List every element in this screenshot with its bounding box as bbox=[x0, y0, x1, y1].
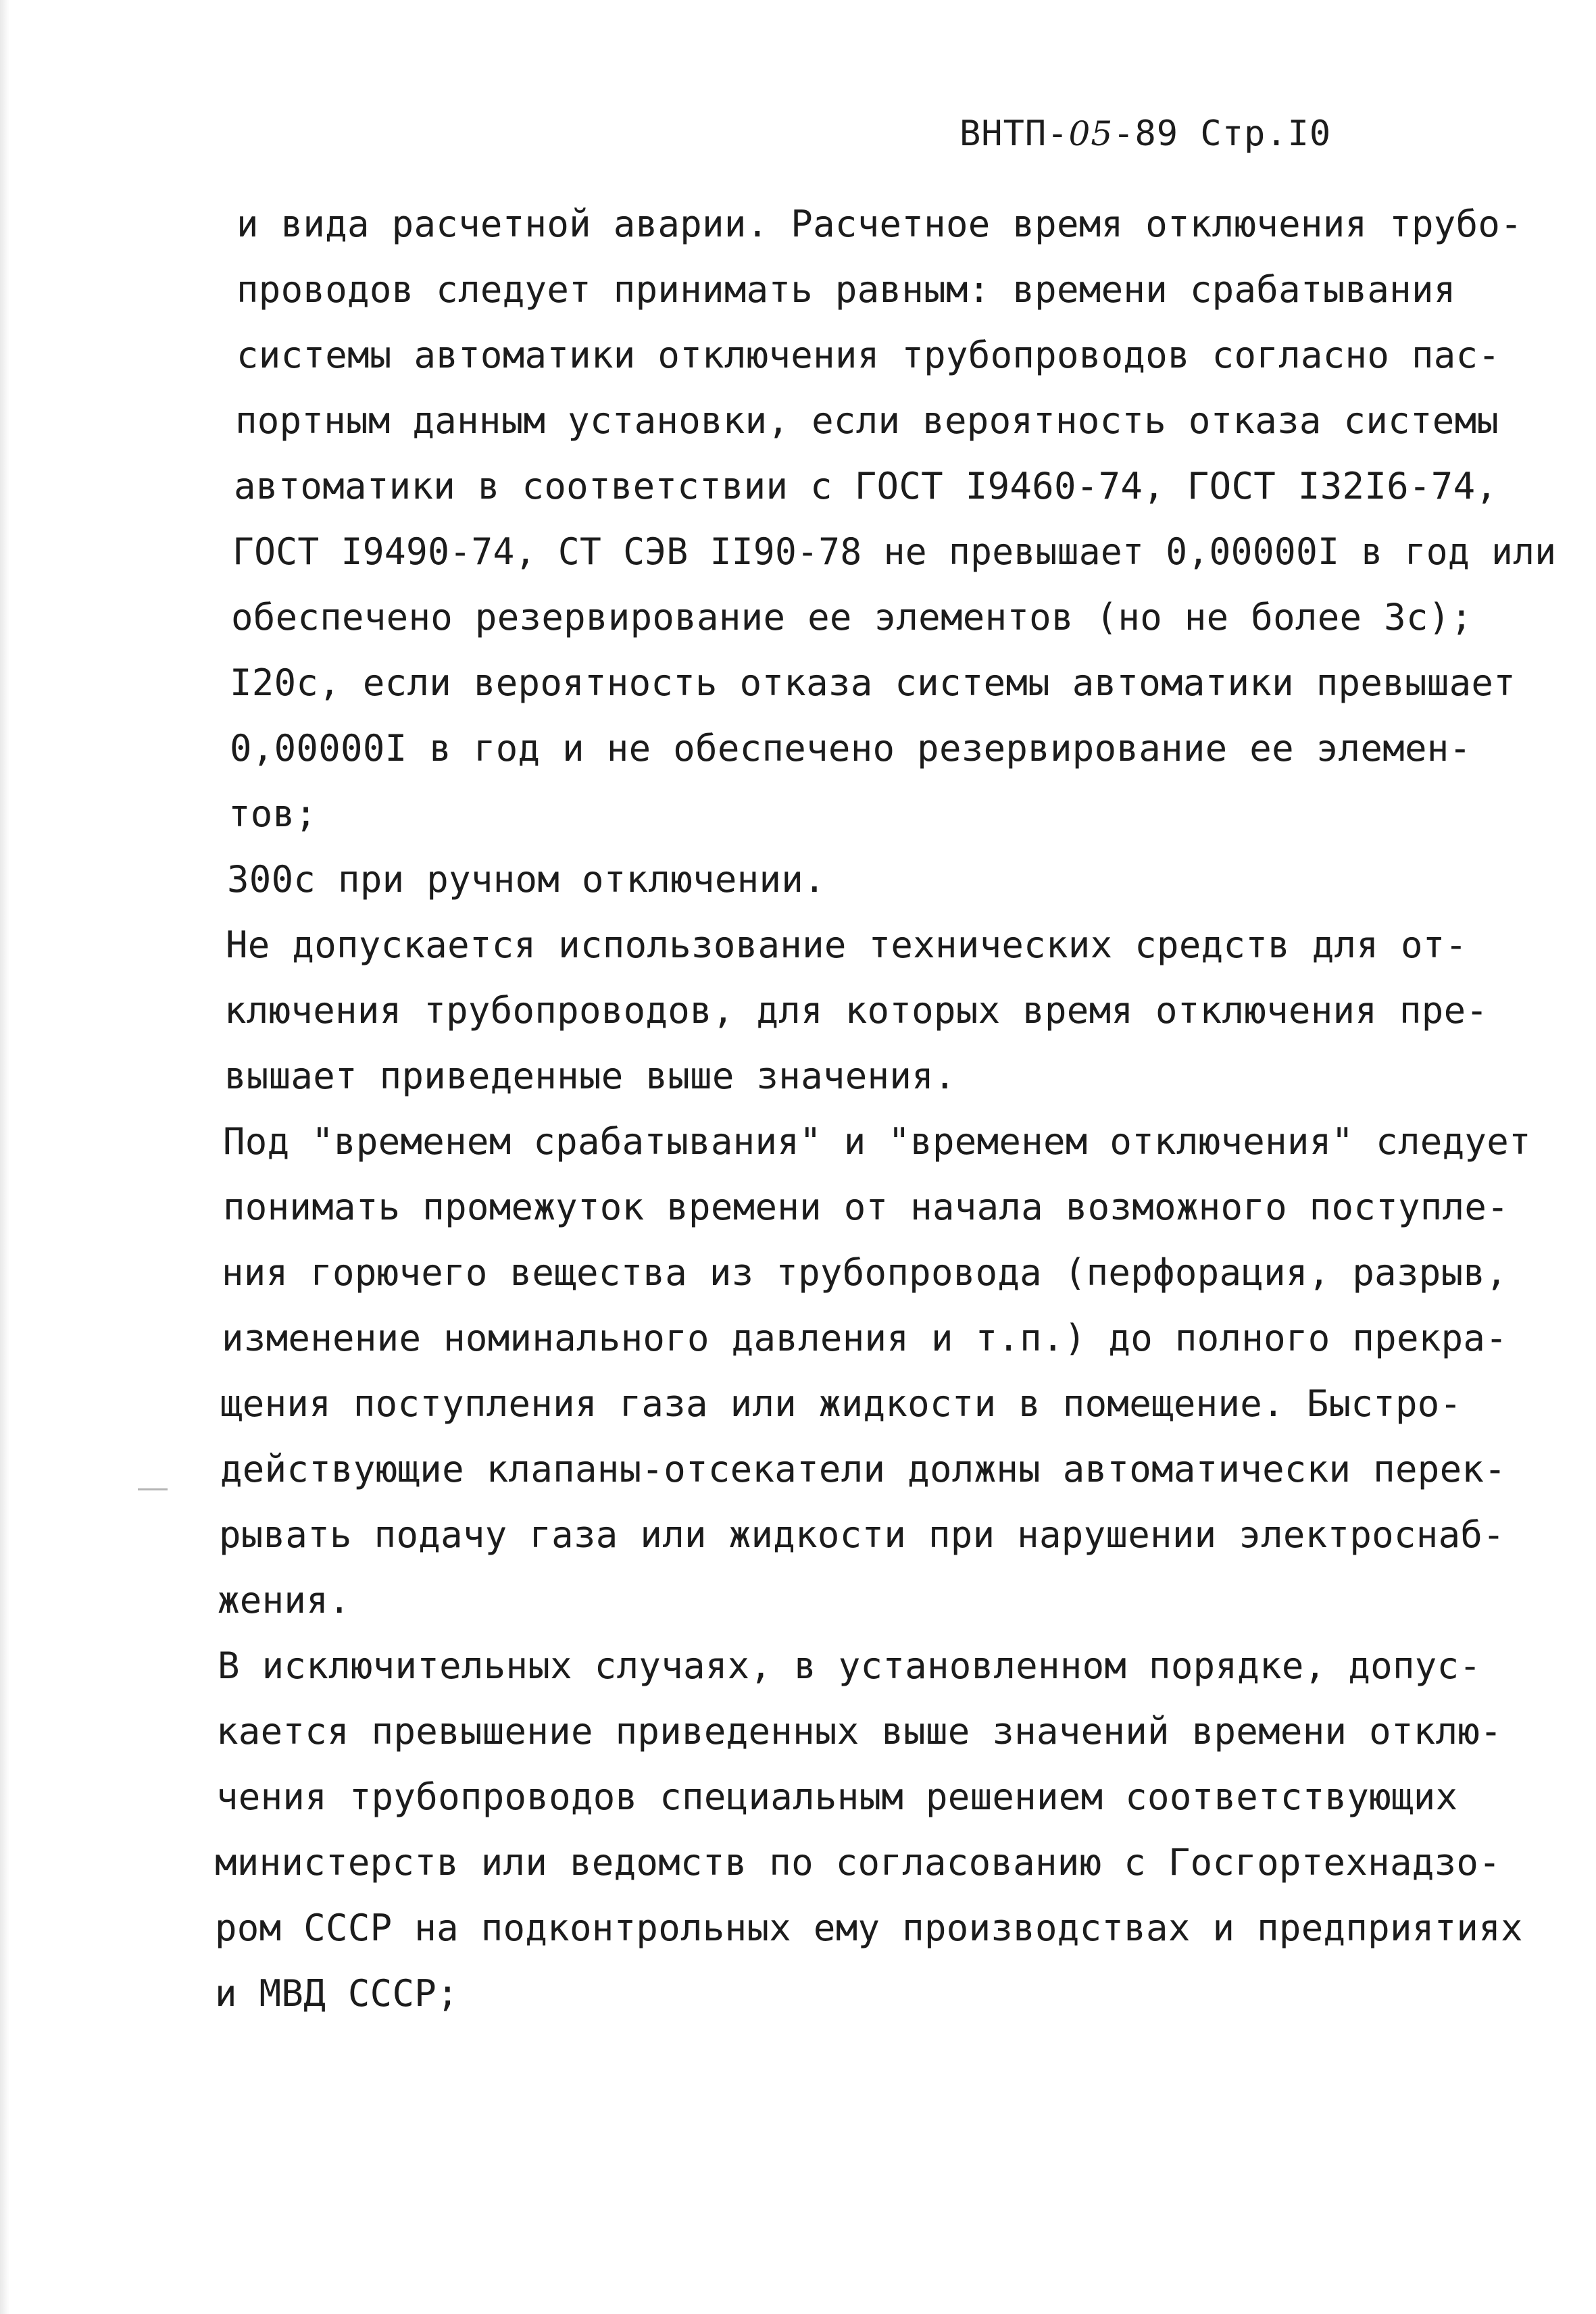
text-line: понимать промежуток времени от начала возможного поступле- bbox=[223, 1186, 1510, 1228]
text-line: обеспечено резервирование ее элементов (но не более 3с); bbox=[231, 596, 1473, 638]
text-line: жения. bbox=[218, 1579, 351, 1621]
text-line: ром СССР на подконтрольных ему производствах и предприятиях bbox=[215, 1907, 1523, 1949]
text-line: и МВД СССР; bbox=[215, 1972, 459, 2015]
text-line: портным данным установки, если вероятность отказа системы bbox=[235, 399, 1499, 442]
text-line: действующие клапаны-отсекатели должны автоматически перек- bbox=[220, 1448, 1507, 1490]
text-line: изменение номинального давления и т.п.) до полного прекра- bbox=[222, 1317, 1508, 1359]
text-line: системы автоматики отключения трубопроводов согласно пас- bbox=[236, 334, 1501, 376]
header-prefix: ВНТП- bbox=[959, 114, 1069, 154]
text-line: рывать подачу газа или жидкости при нарушении электроснаб- bbox=[219, 1513, 1505, 1556]
text-line: министерств или ведомств по согласованию с Госгортехнадзо- bbox=[215, 1841, 1501, 1884]
text-line: ключения трубопроводов, для которых время отключения пре- bbox=[224, 989, 1489, 1032]
text-line: ГОСТ I9490-74, СТ СЭВ II90-78 не превышает 0,00000I в год или bbox=[232, 530, 1557, 573]
text-line: кается превышение приведенных выше значений времени отклю- bbox=[216, 1710, 1503, 1753]
text-line: щения поступления газа или жидкости в помещение. Быстро- bbox=[220, 1382, 1462, 1425]
margin-mark bbox=[138, 1488, 168, 1490]
text-line: Не допускается использование технических средств для от- bbox=[226, 924, 1468, 966]
text-line: вышает приведенные выше значения. bbox=[224, 1055, 956, 1097]
text-line: 300с при ручном отключении. bbox=[227, 858, 826, 901]
header-suffix: -89 Стр.I0 bbox=[1113, 114, 1332, 154]
text-line: проводов следует принимать равным: времени срабатывания bbox=[236, 268, 1456, 311]
text-line: Под "временем срабатывания" и "временем отключения" следует bbox=[223, 1120, 1531, 1163]
text-line: ния горючего вещества из трубопровода (перфорация, разрыв, bbox=[222, 1251, 1508, 1294]
page-header bbox=[959, 114, 1331, 154]
text-line: и вида расчетной аварии. Расчетное время отключения трубо- bbox=[236, 203, 1523, 245]
text-line: 0,00000I в год и не обеспечено резервирование ее элемен- bbox=[230, 727, 1472, 770]
text-line: чения трубопроводов специальным решением соответствующих bbox=[216, 1776, 1458, 1818]
text-line: автоматики в соответствии с ГОСТ I9460-74, ГОСТ I32I6-74, bbox=[234, 465, 1498, 507]
text-line: тов; bbox=[228, 793, 318, 835]
header-handwritten-number: 05 bbox=[1068, 114, 1114, 153]
scan-edge-shadow bbox=[0, 0, 9, 2314]
text-line: В исключительных случаях, в установленном порядке, допус- bbox=[218, 1644, 1482, 1687]
text-line: I20с, если вероятность отказа системы автоматики превышает bbox=[230, 661, 1516, 704]
